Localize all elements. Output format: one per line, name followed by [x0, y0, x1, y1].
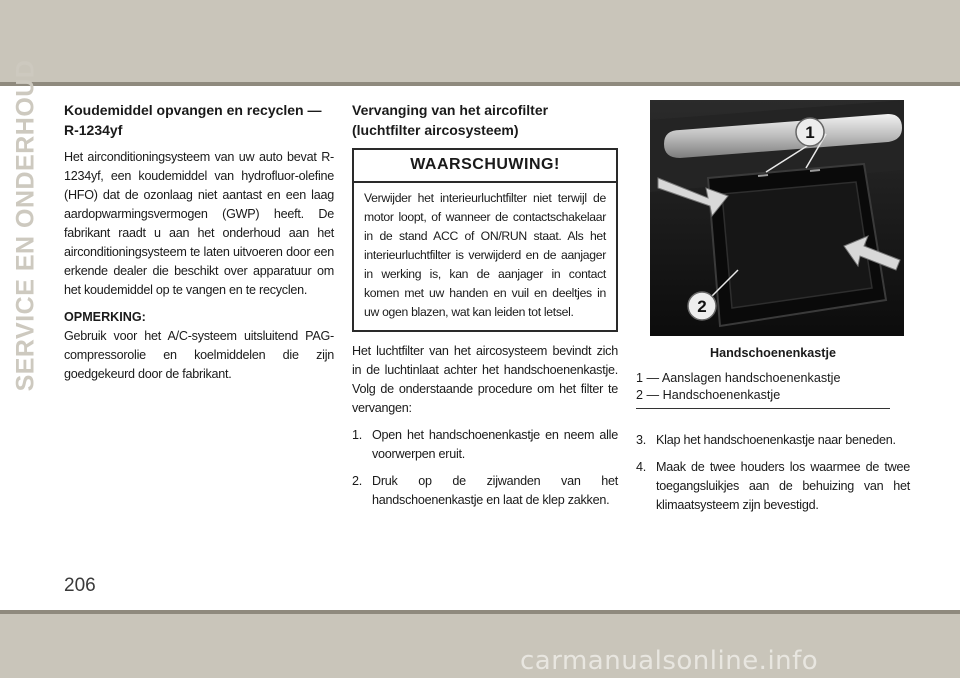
step-item [352, 426, 618, 464]
page-number: 206 [64, 575, 96, 596]
glovebox-illustration [650, 100, 904, 336]
step-item [636, 431, 910, 450]
glovebox-photo [650, 100, 904, 336]
callout-1-label: 1 [805, 123, 815, 142]
step-item [352, 472, 618, 510]
note-label: OPMERKING: [64, 310, 146, 324]
step-number: 4. [636, 460, 647, 474]
step-text: Druk op de zijwanden van het handschoenenkastje en laat de klep zakken. [372, 474, 618, 507]
figure-legend [636, 370, 910, 404]
step-number: 1. [352, 428, 363, 442]
watermark-text: carmanualsonline.info [520, 646, 819, 676]
steps-list-2 [636, 431, 910, 515]
step-number: 3. [636, 433, 647, 447]
warning-box [352, 148, 618, 332]
section-side-tab-label: SERVICE EN ONDERHOUD [11, 59, 40, 391]
header-band [0, 0, 960, 82]
heading-cabin-filter: Vervanging van het aircofilter (luchtfilter aircosysteem) [352, 102, 549, 138]
column-cabin-filter [352, 100, 618, 518]
warning-text: Verwijder het interieurluchtfilter niet terwijl de motor loopt, of wanneer de contactschakelaar in de stand ACC of ON/RUN staat. Als het interieurluchtfilter is verwijderd en de aanjager in werking is, kan de aanjager in contact komen met uw handen en vuil en deeltjes in uw ogen blazen, wat kan leiden tot letsel. [364, 191, 606, 319]
step-item [636, 458, 910, 515]
note-text: Gebruik voor het A/C-systeem uitsluitend PAG-compressorolie en koelmiddelen die zijn goedgekeurd door de fabrikant. [64, 329, 334, 381]
step-text: Klap het handschoenenkastje naar beneden. [656, 433, 896, 447]
paragraph-refrigerant: Het airconditioningsysteem van uw auto bevat R-1234yf, een koudemiddel van hydrofluor-olefine (HFO) dat de ozonlaag niet aantast en een laag aardopwarmingsvermogen (GWP) heeft. De fabrikant raadt u aan het onderhoud aan het airconditioningsysteem te laten uitvoeren door een erkende dealer die beschikt over apparatuur om het koudemiddel op te vangen en te recyclen. [64, 150, 334, 297]
section-side-tab [6, 59, 46, 391]
step-text: Maak de twee houders los waarmee de twee toegangsluikjes aan de behuizing van het klimaatsysteem zijn bevestigd. [656, 460, 910, 512]
legend-rule [636, 408, 890, 409]
warning-title: WAARSCHUWING! [354, 150, 616, 183]
steps-list-1 [352, 426, 618, 510]
step-number: 2. [352, 474, 363, 488]
step-text: Open het handschoenenkastje en neem alle voorwerpen eruit. [372, 428, 618, 461]
heading-refrigerant: Koudemiddel opvangen en recyclen — R-1234yf [64, 102, 322, 138]
legend-item: 1 — Aanslagen handschoenenkastje [636, 371, 841, 385]
column-refrigerant [64, 100, 334, 392]
callout-2-label: 2 [697, 297, 707, 316]
legend-item: 2 — Handschoenenkastje [636, 388, 781, 402]
paragraph-cabin-filter-intro: Het luchtfilter van het aircosysteem bevindt zich in de luchtinlaat achter het handschoenenkastje. Volg de onderstaande procedure om het filter te vervangen: [352, 344, 618, 415]
column-figure [636, 100, 910, 523]
header-band-rule [0, 82, 960, 86]
figure-caption-title: Handschoenenkastje [710, 346, 836, 360]
